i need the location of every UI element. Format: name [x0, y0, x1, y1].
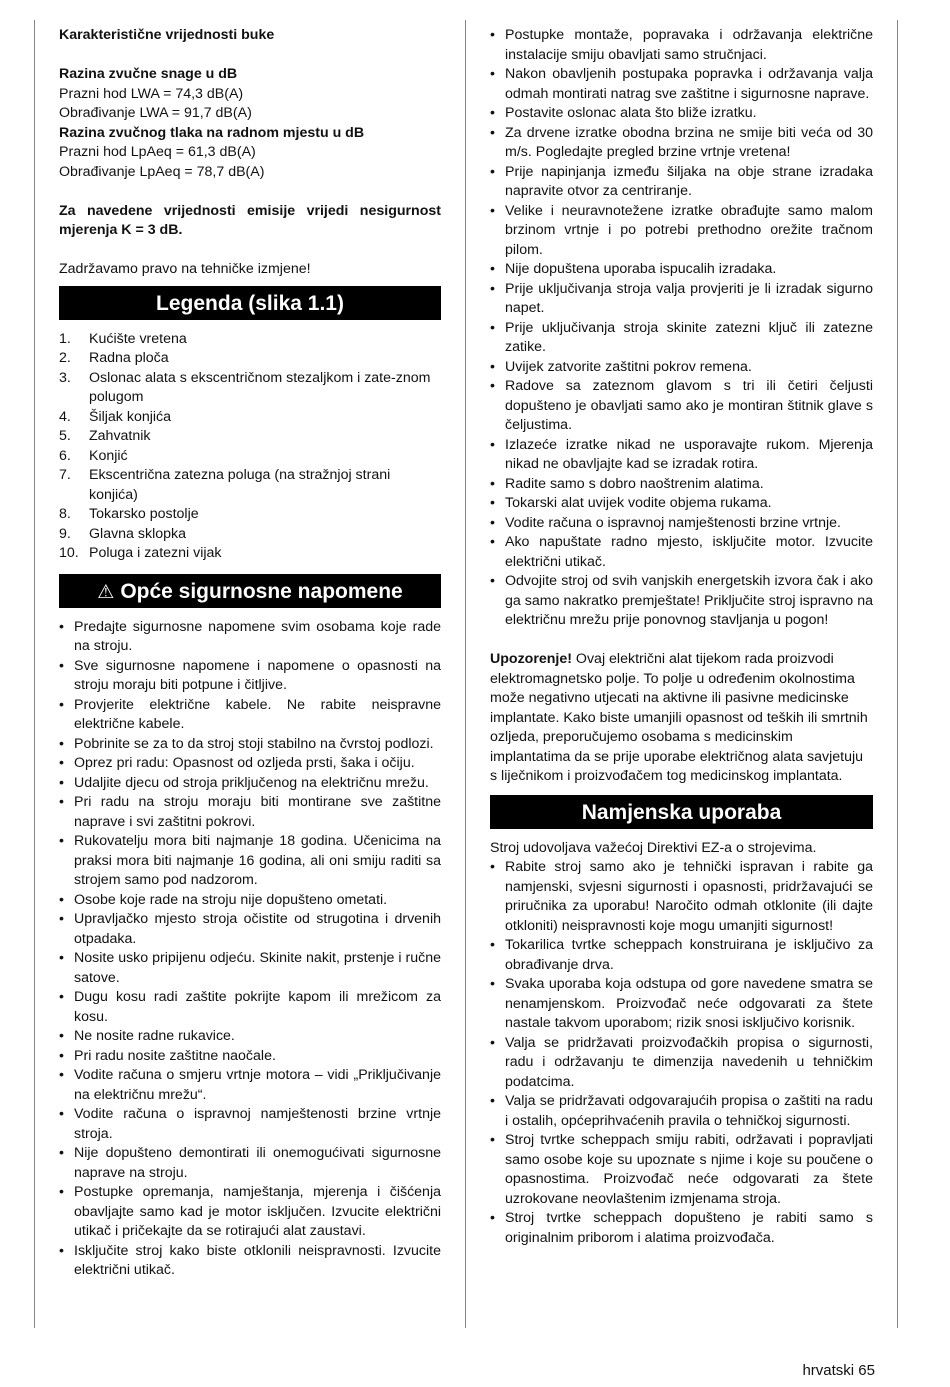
sound-pressure-heading: Razina zvučnog tlaka na radnom mjestu u dB: [59, 124, 365, 141]
sound-power-heading: Razina zvučne snage u dB: [59, 66, 238, 82]
intended-use-item: • Stroj tvrtke scheppach smiju rabiti, održavati i popravljati samo osobe koje su upoznate s njime i koje su poučene o opasnostima. Proizvođač neće odgovarati za štete uzrokovane neovlaštenim izmjenama stroja.: [490, 1131, 873, 1209]
safety-item: • Pobrinite se za to da stroj stoji stabilno na čvrstoj podlozi.: [59, 735, 441, 755]
emf-warning-text: Ovaj električni alat tijekom rada proizvodi elektromagnetsko polje. To polje u određenim okolnostima može negativno utjecati na aktivne ili pasivne medicinske implantate. Kako biste umanjili opasnost od teških ili smrtnih ozljeda, preporučujemo osobama s medicinskim implantatima da se prije uporabe električnog alata savjetuju s liječnikom i proizvođačem tog medicinskog implantata.: [490, 651, 868, 784]
legend-heading-banner: [59, 286, 441, 320]
intended-use-item: • Rabite stroj samo ako je tehnički ispravan i rabite ga namjenski, svjesni sigurnosti i opasnosti, pridržavajući se priručnika za uporabu! Naročito odmah otklonite (ili dajte otkloniti) neispravnosti koje mogu umanjiti sigurnost!: [490, 858, 873, 936]
legend-text: Konjić: [89, 447, 128, 464]
safety-item: • Upravljačko mjesto stroja očistite od strugotina i drvenih otpadaka.: [59, 910, 441, 949]
column-rule-left: [34, 20, 35, 1328]
legend-text: Glavna sklopka: [89, 525, 186, 542]
legend-text: Tokarsko postolje: [89, 506, 199, 522]
safety-item: • Izlazeće izratke nikad ne usporavajte rukom. Mjerenja nikad ne obavljajte kad se izradak rotira.: [490, 436, 873, 475]
legend-item: [59, 349, 441, 369]
safety-item: • Predajte sigurnosne napomene svim osobama koje rade na stroju.: [59, 618, 441, 657]
safety-item: • Nosite usko pripijenu odjeću. Skinite nakit, prstenje i ručne satove.: [59, 949, 441, 988]
intended-use-list: [490, 858, 873, 1248]
column-rule-middle: [465, 20, 466, 1328]
technical-changes-note: Zadržavamo pravo na tehničke izmjene!: [59, 261, 311, 277]
legend-number: 6.: [59, 447, 71, 464]
intended-use-item: • Valja se pridržavati odgovarajućih propisa o zaštiti na radu i ostalih, općeprihvaćenih pravila o tehničkoj sigurnosti.: [490, 1092, 873, 1131]
safety-item: • Prije uključivanja stroja valja provjeriti je li izradak sigurno napet.: [490, 280, 873, 319]
legend-text: Zahvatnik: [89, 428, 151, 444]
legend-text: Kućište vretena: [89, 330, 187, 347]
safety-item: • Tokarski alat uvijek vodite objema rukama.: [490, 494, 873, 514]
legend-text: Radna ploča: [89, 350, 169, 366]
safety-item: • Pri radu nosite zaštitne naočale.: [59, 1047, 441, 1067]
legend-number: 1.: [59, 330, 71, 347]
safety-item: • Odvojite stroj od svih vanjskih energetskih izvora čak i ako ga samo nakratko premještate! Priključite stroj ispravno na električnu mrežu prije ponovnog stavljanja u pogon!: [490, 572, 873, 631]
legend-text: Šiljak konjića: [89, 408, 172, 425]
legend-item: [59, 427, 441, 447]
safety-item: • Oprez pri radu: Opasnost od ozljeda prsti, šaka i očiju.: [59, 754, 441, 774]
safety-item: • Postavite oslonac alata što bliže izratku.: [490, 104, 873, 124]
left-column: [59, 26, 441, 1281]
legend-number: 9.: [59, 525, 71, 542]
safety-item: • Prije napinjanja između šiljaka na obje strane izradaka napravite otvor za centriranje.: [490, 163, 873, 202]
safety-item: • Vodite računa o smjeru vrtnje motora – vidi „Priključivanje na električnu mrežu“.: [59, 1066, 441, 1105]
intended-use-heading-banner: [490, 795, 873, 829]
safety-item: • Nakon obavljenih postupaka popravka i održavanja valja odmah montirati natrag sve zaštitne i sigurnosne naprave.: [490, 65, 873, 104]
legend-text: Oslonac alata s ekscentričnom stezaljkom i zate-znom polugom: [89, 369, 431, 405]
safety-item: • Nije dopuštena uporaba ispucalih izradaka.: [490, 260, 873, 280]
safety-heading-banner: [59, 574, 441, 608]
intended-use-intro: Stroj udovoljava važećoj Direktivi EZ-a o strojevima.: [490, 839, 817, 856]
legend-item: [59, 466, 441, 505]
safety-item: • Vodite računa o ispravnoj namještenosti brzine vrtnje stroja.: [59, 1105, 441, 1144]
legend-number: 5.: [59, 428, 71, 444]
safety-list-continued: [490, 26, 873, 631]
safety-item: • Radove sa zateznom glavom s tri ili četiri čeljusti dopušteno je obavljati samo ako je montiran štitnik glave s čeljustima.: [490, 377, 873, 436]
noise-heading: Karakteristične vrijednosti buke: [59, 27, 275, 43]
legend-number: 10.: [59, 545, 79, 561]
intended-use-item: • Svaka uporaba koja odstupa od gore navedene smatra se nenamjenskom. Proizvođač neće odgovarati za štete nastale takvom uporabom; rizik snosi isključivo korisnik.: [490, 975, 873, 1034]
column-rule-right: [897, 20, 898, 1328]
safety-item: • Radite samo s dobro naoštrenim alatima.: [490, 475, 873, 495]
warning-triangle-icon: ⚠: [97, 581, 115, 603]
legend-text: Poluga i zatezni vijak: [89, 545, 222, 561]
legend-list: [59, 330, 441, 564]
sound-power-work: Obrađivanje LWA = 91,7 dB(A): [59, 105, 252, 121]
uncertainty-note: Za navedene vrijednosti emisije vrijedi nesigurnost mjerenja K = 3 dB.: [59, 202, 441, 238]
legend-item: [59, 330, 441, 350]
emf-warning: [490, 650, 873, 787]
sound-pressure-idle: Prazni hod LpAeq = 61,3 dB(A): [59, 144, 256, 160]
safety-item: • Provjerite električne kabele. Ne rabite neispravne električne kabele.: [59, 696, 441, 735]
safety-item: • Nije dopušteno demontirati ili onemogućivati sigurnosne naprave na stroju.: [59, 1144, 441, 1183]
intended-use-item: • Stroj tvrtke scheppach dopušteno je rabiti samo s originalnim priborom i alatima proizvođača.: [490, 1209, 873, 1248]
legend-item: [59, 408, 441, 428]
safety-item: • Isključite stroj kako biste otklonili neispravnosti. Izvucite električni utikač.: [59, 1242, 441, 1281]
legend-item: [59, 447, 441, 467]
safety-item: • Sve sigurnosne napomene i napomene o opasnosti na stroju moraju biti potpune i čitljive.: [59, 657, 441, 696]
legend-number: 7.: [59, 467, 71, 483]
sound-power-idle: Prazni hod LWA = 74,3 dB(A): [59, 85, 244, 102]
safety-item: • Dugu kosu radi zaštite pokrijte kapom ili mrežicom za kosu.: [59, 988, 441, 1027]
safety-item: • Udaljite djecu od stroja priključenog na električnu mrežu.: [59, 774, 441, 794]
safety-item: • Ne nosite radne rukavice.: [59, 1027, 441, 1047]
intended-use-item: • Tokarilica tvrtke scheppach konstruirana je isključivo za obrađivanje drva.: [490, 936, 873, 975]
safety-item: • Postupke opremanja, namještanja, mjerenja i čišćenja obavljajte samo kad je motor isključen. Izvucite električni utikač i pričekajte da se rotirajući alat zaustavi.: [59, 1183, 441, 1242]
safety-item: • Ako napuštate radno mjesto, isključite motor. Izvucite električni utikač.: [490, 533, 873, 572]
safety-item: • Pri radu na stroju moraju biti montirane sve zaštitne naprave i svi zaštitni pokrovi.: [59, 793, 441, 832]
safety-item: • Prije uključivanja stroja skinite zatezni ključ ili zatezne zatike.: [490, 319, 873, 358]
intended-use-item: • Valja se pridržavati proizvođačkih propisa o sigurnosti, radu i održavanju te dimenzija navedenih u tehničkim podatcima.: [490, 1034, 873, 1093]
legend-number: 3.: [59, 369, 71, 386]
safety-list: [59, 618, 441, 1281]
sound-pressure-work: Obrađivanje LpAeq = 78,7 dB(A): [59, 163, 265, 180]
safety-item: • Postupke montaže, popravaka i održavanja električne instalacije smiju obavljati samo stručnjaci.: [490, 26, 873, 65]
emf-warning-label: Upozorenje!: [490, 651, 572, 667]
legend-item: [59, 369, 441, 408]
safety-item: • Velike i neuravnotežene izratke obrađujte samo malom brzinom vrtnje i po potrebi prethodno orežite tračnom pilom.: [490, 202, 873, 261]
safety-item: • Rukovatelju mora biti najmanje 18 godina. Učenicima na praksi mora biti najmanje 16 godina, ali oni smiju raditi sa strojem samo pod nadzorom.: [59, 832, 441, 891]
right-column: [490, 26, 873, 1248]
legend-item: [59, 525, 441, 545]
legend-number: 2.: [59, 350, 71, 366]
legend-number: 8.: [59, 506, 71, 522]
safety-item: • Za drvene izratke obodna brzina ne smije biti veća od 30 m/s. Pogledajte pregled brzine vrtnje vretena!: [490, 124, 873, 163]
legend-number: 4.: [59, 408, 71, 425]
page-footer: hrvatski 65: [802, 1362, 875, 1379]
safety-item: • Vodite računa o ispravnoj namještenosti brzine vrtnje.: [490, 514, 873, 534]
safety-item: • Uvijek zatvorite zaštitni pokrov remena.: [490, 358, 873, 378]
safety-item: • Osobe koje rade na stroju nije dopušteno ometati.: [59, 891, 441, 911]
legend-heading: Legenda (slika 1.1): [156, 291, 344, 315]
safety-heading: Opće sigurnosne napomene: [120, 579, 403, 603]
legend-text: Ekscentrična zatezna poluga (na stražnjoj strani konjića): [89, 467, 391, 503]
legend-item: [59, 544, 441, 564]
intended-use-heading: Namjenska uporaba: [581, 800, 782, 824]
legend-item: [59, 505, 441, 525]
